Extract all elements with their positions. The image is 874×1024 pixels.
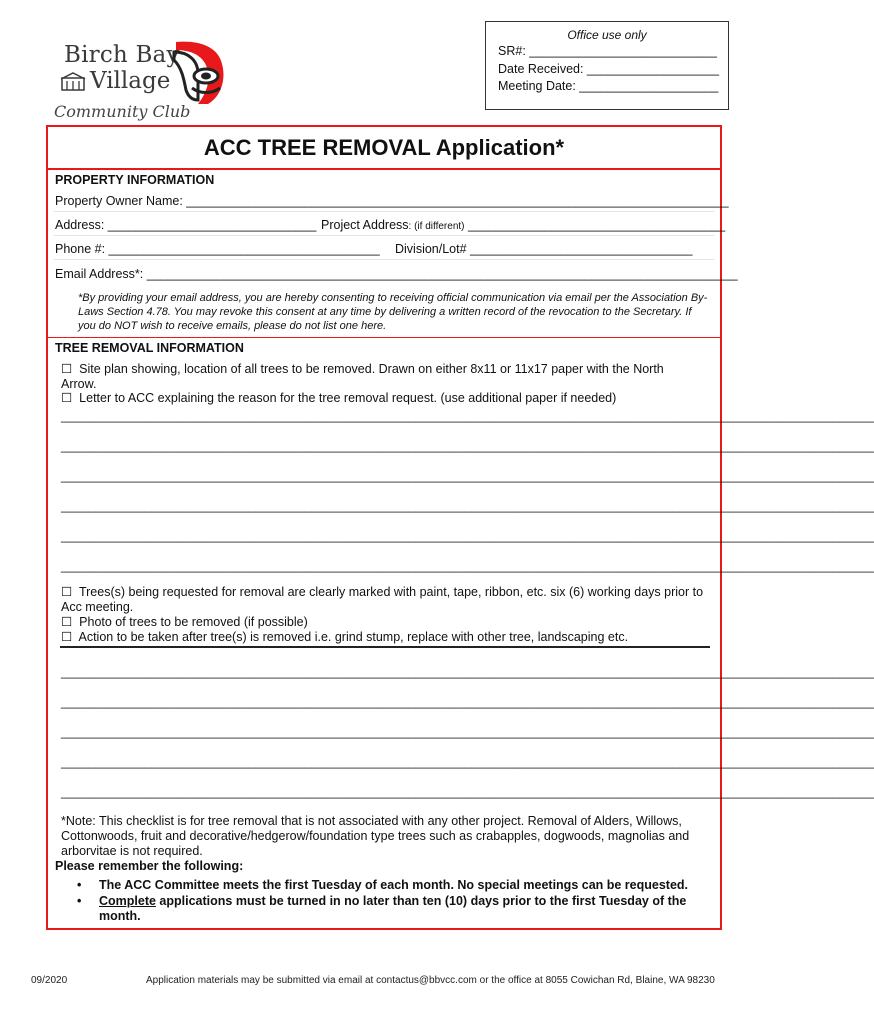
office-use-title: Office use only [567,28,647,42]
letter-line[interactable]: _____________________________________________________________________________________________________________________ [61,439,874,453]
removal-note: *Note: This checklist is for tree removal that is not associated with any other project. Removal of Alders, Willows, Cottonwoods, fruit and decorative/hedgerow/foundation type trees such as crabapples, dogwoods, magnolias and arborvitae is not required. [61,814,690,858]
logo-text-line1: Birch Bay [64,42,180,68]
email-consent-note: *By providing your email address, you are hereby consenting to receiving official communication via email per the Association By-Laws Section 4.78. You may revoke this consent at any time by delivering a written record of the revocation to the Secretary. If you do NOT wish to receive emails, please do not list one here. [78,292,708,332]
checklist-item-label: Action to be taken after tree(s) is removed i.e. grind stump, replace with other tree, landscaping etc. [78,630,629,644]
checkbox-icon[interactable]: ☐ [61,585,73,599]
remember-item-1: The ACC Committee meets the first Tuesday of each month. No special meetings can be requested. [99,878,689,892]
letter-line[interactable]: _____________________________________________________________________________________________________________________ [61,499,874,513]
division-lot-field[interactable]: Division/Lot# ________________________________ [395,242,693,256]
checkbox-icon[interactable]: ☐ [61,615,73,629]
project-address-label: Project Address [321,218,409,232]
remember-item-2-emphasis: Complete [99,894,156,908]
checklist-item-letter[interactable] [61,391,701,406]
checklist-item-label: Site plan showing, location of all trees to be removed. Drawn on either 8x11 or 11x17 paper with the North Arrow. [61,362,664,391]
project-address-note: : (if different) [408,221,465,232]
project-address-blank: _____________________________________ [464,218,726,232]
footer-date: 09/2020 [31,975,68,986]
action-line[interactable]: _____________________________________________________________________________________________________________________ [61,755,874,769]
building-icon [60,72,86,92]
action-line[interactable]: _____________________________________________________________________________________________________________________ [61,785,874,799]
list-item [77,878,707,893]
list-item [77,894,707,924]
address-field[interactable]: Address: ______________________________ [55,218,317,232]
email-field[interactable]: Email Address*: _____________________________________________________________________________________ [55,267,738,281]
tree-removal-heading: TREE REMOVAL INFORMATION [55,341,244,355]
sr-field[interactable]: SR#: ___________________________ [498,44,717,58]
checklist-item-label: Photo of trees to be removed (if possible) [79,615,308,629]
meeting-date-field[interactable]: Meeting Date: ____________________ [498,79,719,93]
action-line[interactable]: _____________________________________________________________________________________________________________________ [61,695,874,709]
remember-heading: Please remember the following: [55,859,244,873]
section-divider [48,337,720,338]
letter-line[interactable]: _____________________________________________________________________________________________________________________ [61,529,874,543]
club-logo [52,36,242,126]
owner-name-field[interactable]: Property Owner Name: ______________________________________________________________________________ [55,194,729,208]
action-line[interactable]: _____________________________________________________________________________________________________________________ [61,725,874,739]
divider [60,646,710,648]
logo-text-line3: Community Club [54,102,191,121]
checklist-item-label: Letter to ACC explaining the reason for the tree removal request. (use additional paper if needed) [79,391,617,405]
checkbox-icon[interactable]: ☐ [61,362,73,376]
letter-line[interactable]: _____________________________________________________________________________________________________________________ [61,409,874,423]
remember-item-2: applications must be turned in no later than ten (10) days prior to the first Tuesday of the month. [99,894,687,923]
checkbox-icon[interactable]: ☐ [61,630,73,644]
remember-list [77,878,707,924]
checklist-item-site-plan[interactable] [61,362,701,392]
date-received-field[interactable]: Date Received: ___________________ [498,62,720,76]
footer-submission-info: Application materials may be submitted via email at contactus@bbvcc.com or the office at 8055 Cowichan Rd, Blaine, WA 98230 [146,975,715,986]
bullet-icon: • [77,878,82,892]
title-box [48,127,720,170]
page-title: ACC TREE REMOVAL Application* [203,135,565,160]
checklist-item-photo[interactable] [61,615,701,630]
formline-eagle-icon [168,38,232,108]
office-use-box [485,21,729,110]
logo-text-line2: Village [90,68,171,94]
divider [54,259,714,260]
checklist-item-label: Trees(s) being requested for removal are clearly marked with paint, tape, ribbon, etc. six (6) working days prior to Acc meeting. [61,585,704,614]
phone-field[interactable]: Phone #: _______________________________________ [55,242,380,256]
action-line[interactable]: _____________________________________________________________________________________________________________________ [61,665,874,679]
checklist-item-trees-marked[interactable] [61,585,706,615]
letter-line[interactable]: _____________________________________________________________________________________________________________________ [61,559,874,573]
divider [54,235,714,236]
checkbox-icon[interactable]: ☐ [61,391,73,405]
bullet-icon: • [77,894,82,908]
letter-line[interactable]: _____________________________________________________________________________________________________________________ [61,469,874,483]
property-heading: PROPERTY INFORMATION [55,173,215,187]
checklist-item-action[interactable] [61,630,701,645]
application-form [46,125,874,930]
divider [54,211,714,212]
project-address-field[interactable] [321,218,725,232]
